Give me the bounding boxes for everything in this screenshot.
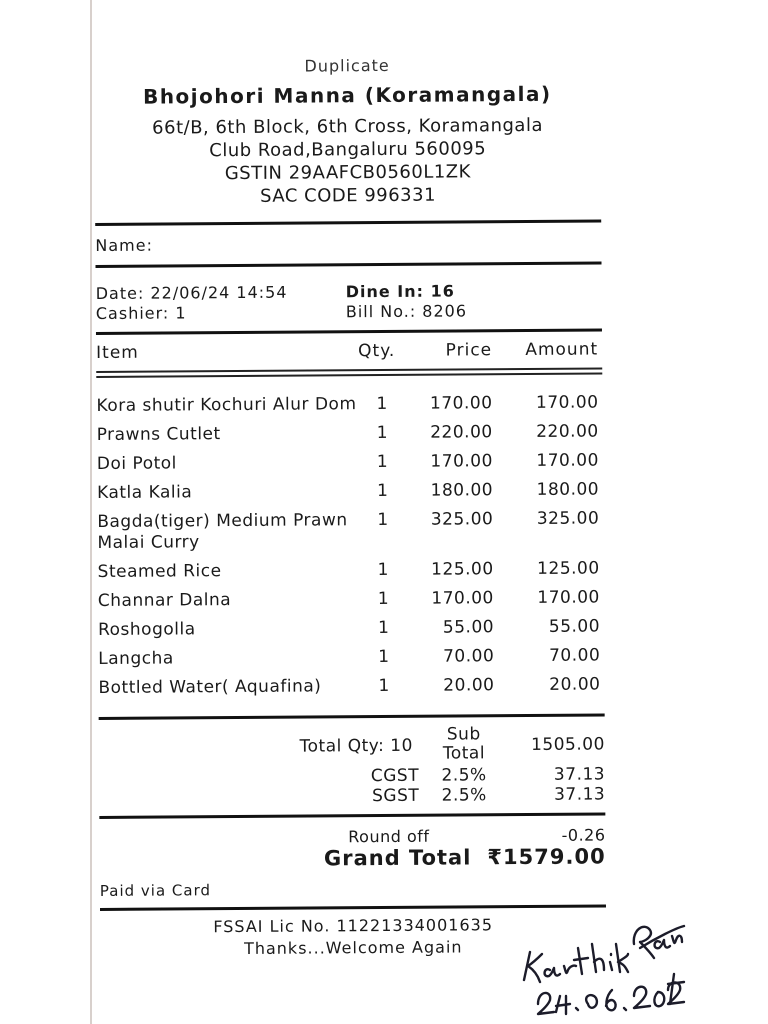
item-amount: 170.00 xyxy=(537,587,600,608)
item-price: 170.00 xyxy=(430,451,493,472)
fssai-license: FSSAI Lic No. 11221334001635 xyxy=(213,915,494,937)
payment-method: Paid via Card xyxy=(99,881,212,900)
item-amount: 55.00 xyxy=(548,616,601,637)
item-qty: 1 xyxy=(378,646,390,668)
item-price: 55.00 xyxy=(442,617,495,638)
item-qty: 1 xyxy=(377,480,389,502)
item-name: Kora shutir Kochuri Alur Dom xyxy=(96,394,357,416)
item-name: Katla Kalia xyxy=(97,482,193,503)
item-price: 180.00 xyxy=(430,480,494,501)
gstin: GSTIN 29AAFCB0560L1ZK xyxy=(224,161,471,185)
round-off-label: Round off xyxy=(348,826,430,847)
duplicate-label: Duplicate xyxy=(304,55,390,76)
items-list xyxy=(96,374,604,717)
sgst-rate: 2.5% xyxy=(441,785,487,806)
item-qty: 1 xyxy=(377,617,390,639)
page-edge xyxy=(90,0,92,1024)
item-qty: 1 xyxy=(378,675,390,697)
item-price: 20.00 xyxy=(443,675,495,696)
store-address xyxy=(94,113,601,209)
item-qty: 1 xyxy=(376,451,389,473)
item-name: Langcha xyxy=(98,648,174,669)
grand-total-label: Grand Total xyxy=(323,845,472,871)
store-name: Bhojohori Manna (Koramangala) xyxy=(142,81,552,109)
item-name: Bagda(tiger) Medium Prawn Malai Curry xyxy=(97,510,348,553)
cashier: Cashier: 1 xyxy=(95,303,187,323)
list-item xyxy=(98,616,604,641)
subtotal-label: Sub Total xyxy=(442,724,486,764)
item-amount: 70.00 xyxy=(548,645,601,666)
item-price: 125.00 xyxy=(431,559,494,580)
sgst-label: SGST xyxy=(372,785,420,807)
item-price: 170.00 xyxy=(429,393,493,414)
item-amount: 220.00 xyxy=(536,421,599,442)
cgst-rate: 2.5% xyxy=(441,765,487,786)
handwritten-signature xyxy=(516,908,686,1018)
item-amount: 170.00 xyxy=(536,450,599,471)
grand-total-value: ₹1579.00 xyxy=(487,844,606,870)
thanks-message: Thanks...Welcome Again xyxy=(243,937,463,958)
item-price: 170.00 xyxy=(431,588,494,609)
item-price: 220.00 xyxy=(430,422,493,443)
items-header xyxy=(96,331,602,371)
item-qty: 1 xyxy=(377,559,390,581)
dine-in-table: Dine In: 16 xyxy=(345,281,455,302)
receipt xyxy=(94,46,607,1020)
item-name: Steamed Rice xyxy=(97,561,222,582)
total-qty: Total Qty: 10 xyxy=(299,735,413,757)
cgst-label: CGST xyxy=(370,765,420,787)
address-line-2: Club Road,Bangaluru 560095 xyxy=(209,138,487,162)
column-amount: Amount xyxy=(525,339,599,360)
item-name: Roshogolla xyxy=(97,619,196,640)
list-item xyxy=(98,645,604,670)
address-line-1: 66t/B, 6th Block, 6th Cross, Koramangala xyxy=(152,114,544,139)
item-amount: 20.00 xyxy=(549,674,601,695)
list-item xyxy=(98,587,604,612)
cgst-value: 37.13 xyxy=(553,764,606,785)
item-qty: 1 xyxy=(377,509,389,531)
item-qty: 1 xyxy=(376,393,388,415)
round-off-value: -0.26 xyxy=(561,825,606,845)
item-amount: 180.00 xyxy=(536,479,600,500)
item-price: 70.00 xyxy=(443,646,495,667)
list-item xyxy=(97,450,603,475)
bill-number: Bill No.: 8206 xyxy=(345,301,468,322)
bill-date: Date: 22/06/24 14:54 xyxy=(95,282,288,303)
bill-meta xyxy=(96,264,602,332)
item-qty: 1 xyxy=(377,588,390,610)
item-name: Prawns Cutlet xyxy=(96,424,221,445)
column-qty: Qty. xyxy=(358,340,396,362)
list-item xyxy=(97,508,603,554)
item-name: Channar Dalna xyxy=(97,590,232,611)
column-price: Price xyxy=(445,340,493,361)
list-item xyxy=(97,421,603,446)
item-amount: 170.00 xyxy=(535,392,599,413)
item-name: Bottled Water( Aquafina) xyxy=(98,676,322,698)
sac-code: SAC CODE 996331 xyxy=(259,184,437,207)
item-amount: 125.00 xyxy=(537,558,600,579)
totals-section xyxy=(99,716,606,816)
item-qty: 1 xyxy=(376,422,389,444)
list-item xyxy=(98,674,604,699)
customer-name-label: Name: xyxy=(95,235,154,255)
list-item xyxy=(98,558,604,583)
list-item xyxy=(96,392,602,417)
item-price: 325.00 xyxy=(430,509,494,530)
item-amount: 325.00 xyxy=(536,508,600,529)
grand-total-section xyxy=(99,815,605,880)
subtotal-value: 1505.00 xyxy=(530,734,605,755)
item-name: Doi Potol xyxy=(96,453,177,474)
sgst-value: 37.13 xyxy=(553,784,606,805)
list-item xyxy=(97,479,603,504)
column-item: Item xyxy=(96,342,139,363)
